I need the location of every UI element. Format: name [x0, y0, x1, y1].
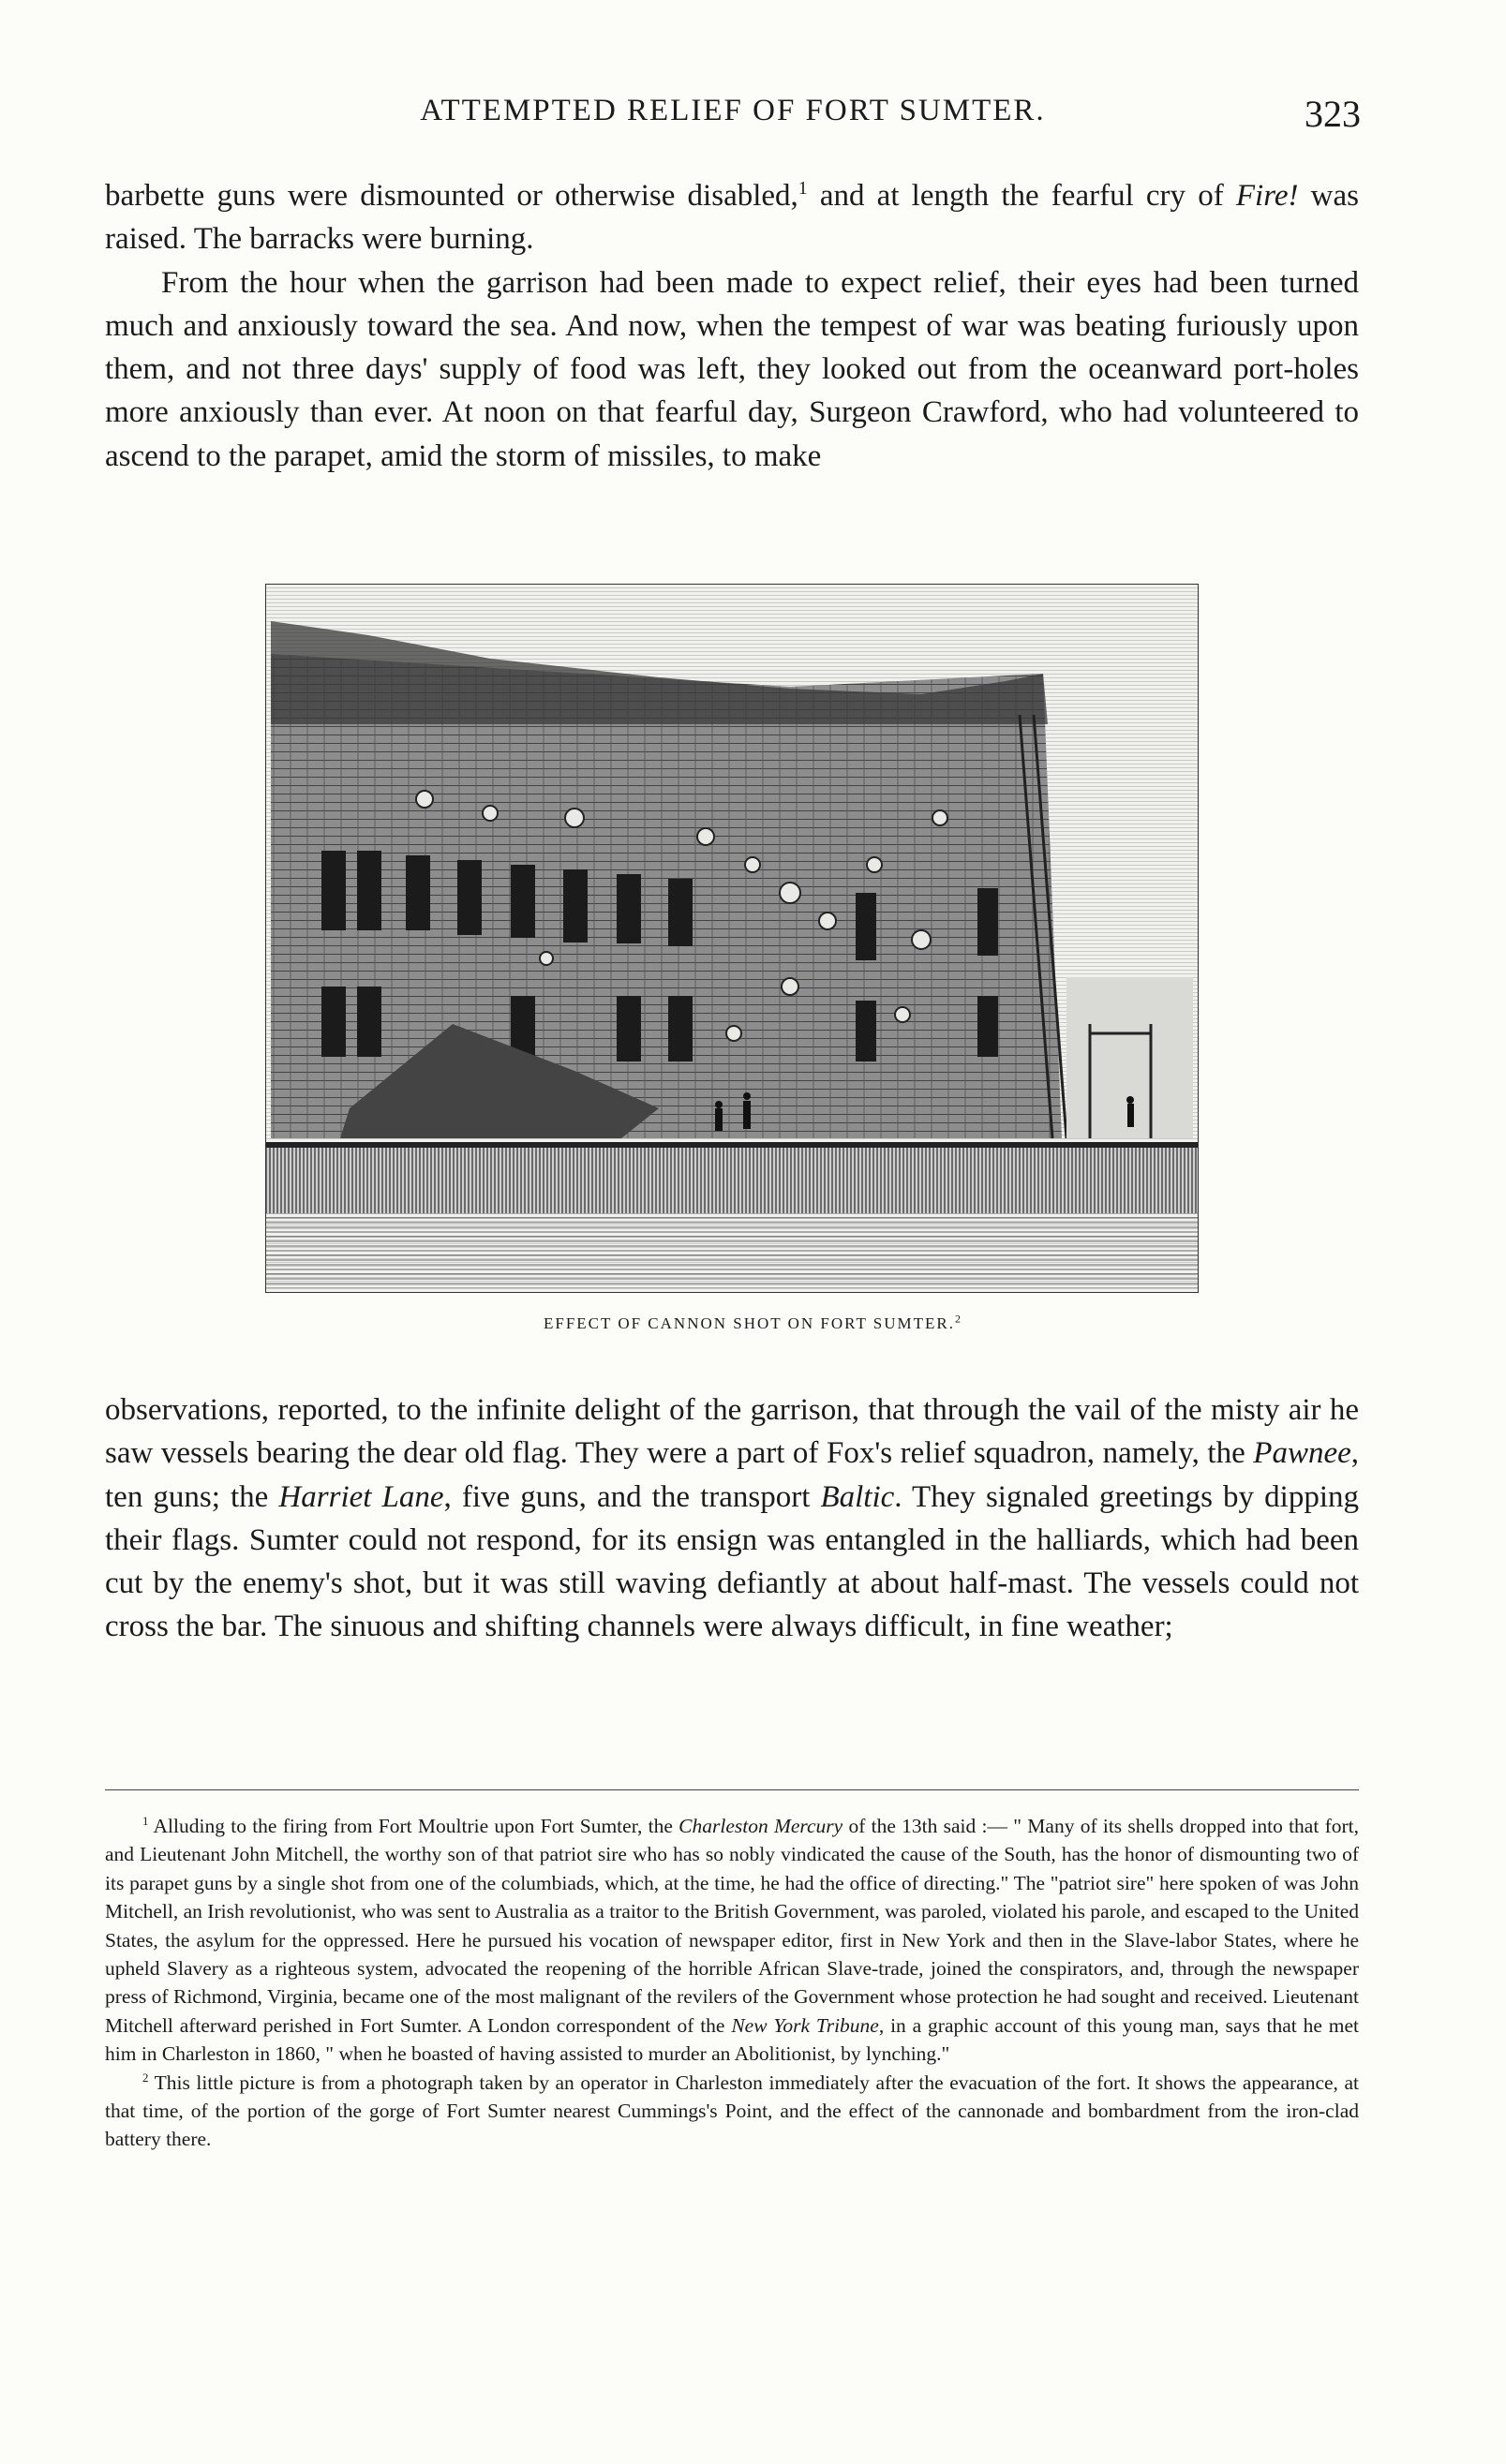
text-span: , ten guns; the	[105, 1436, 1359, 1514]
footnote-1	[105, 1812, 1359, 2069]
text-span: of the 13th said :— " Many of its shells dropped into that fort, and Lieutenant John Mitchell, the worthy son of that patriot sire who has so nobly vindicated the cause of the South, has the honor of dismounting two of its parapet guns by a single shot from one of the columbiads, which, at the time, he had the office of directing." The "patriot sire" here spoken of was John Mitchell, an Irish revolutionist, who was sent to Australia as a traitor to the British Government, was paroled, violated his parole, and escaped to the United States, the asylum for the oppressed. Here he pursued his vocation of newspaper editor, first in New York and then in the Slave-labor States, where he upheld Slavery as a righteous system, advocated the reopening of the horrible African Slave-trade, joined the conspirators, and, through the newspaper press of Richmond, Virginia, became one of the most malignant of the revilers of the Government whose protection he had sought and received. Lieutenant Mitchell afterward perished in Fort Sumter. A London correspondent of the	[105, 1815, 1359, 2037]
footnote-divider	[105, 1789, 1359, 1790]
text-span: This little picture is from a photograph taken by an operator in Charleston immediately after the evacuation of the fort. It shows the appearance, at that time, of the portion of the gorge of Fort Sumter nearest Cummings's Point, and the effect of the cannonade and bombardment from the iron-clad battery there.	[105, 2071, 1359, 2151]
text-span: . They signaled greetings by dipping their flags. Sumter could not respond, for its ensign was entangled in the halliards, which had been cut by the enemy's shot, but it was still waving defiantly at about half-mast. The vessels could not cross the bar. The sinuous and shifting channels were always difficult, in fine weather;	[105, 1479, 1359, 1644]
running-title: ATTEMPTED RELIEF OF FORT SUMTER.	[420, 94, 1046, 127]
ship-harriet-lane: Harriet Lane	[278, 1479, 444, 1514]
text-span: barbette guns were dismounted or otherwise disabled,	[105, 179, 798, 213]
footnotes	[105, 1812, 1359, 2154]
footnote-number: 1	[142, 1814, 149, 1828]
paragraph	[105, 174, 1359, 261]
paragraph	[105, 1388, 1359, 1649]
text-span: observations, reported, to the infinite delight of the garrison, that through the vail of the misty air he saw vessels bearing the dear old flag. They were a part of Fox's relief squadron, namely, the	[105, 1393, 1359, 1471]
newspaper-title: Charleston Mercury	[678, 1815, 843, 1837]
ship-baltic: Baltic	[820, 1479, 895, 1514]
footnote-ref-2: 2	[955, 1312, 963, 1326]
footnote-2	[105, 2069, 1359, 2154]
text-span: was raised. The barracks were burning.	[105, 179, 1359, 257]
running-head	[105, 94, 1361, 139]
footnote-ref-1: 1	[798, 178, 808, 199]
body-text-bottom	[105, 1388, 1359, 1649]
text-span: , five guns, and the transport	[443, 1479, 821, 1514]
figure-caption	[0, 1314, 1506, 1333]
ship-pawnee: Pawnee	[1253, 1436, 1351, 1471]
text-span: and at length the fearful cry of	[807, 179, 1236, 213]
text-span: Alluding to the firing from Fort Moultrie upon Fort Sumter, the	[148, 1815, 679, 1837]
engraving-fort-sumter	[265, 584, 1199, 1293]
italic-fire: Fire!	[1235, 179, 1299, 213]
caption-text: EFFECT OF CANNON SHOT ON FORT SUMTER.	[543, 1314, 956, 1332]
body-text-top	[105, 174, 1359, 478]
newspaper-title: New York Tribune	[731, 2013, 879, 2037]
paragraph: From the hour when the garrison had been made to expect relief, their eyes had been turned much and anxiously toward the sea. And now, when the tempest of war was beating furiously upon them, and not three days' supply of food was left, they looked out from the oceanward port-holes more anxiously than ever. At noon on that fearful day, Surgeon Crawford, who had volunteered to ascend to the parapet, amid the storm of missiles, to make	[105, 265, 1359, 473]
footnote-number: 2	[142, 2071, 149, 2085]
text-span: , in a graphic account of this young man, says that he met him in Charleston in 1860, " when he boasted of having assisted to murder an Abolitionist, by lynching."	[105, 2013, 1360, 2066]
page-number: 323	[1305, 93, 1361, 135]
